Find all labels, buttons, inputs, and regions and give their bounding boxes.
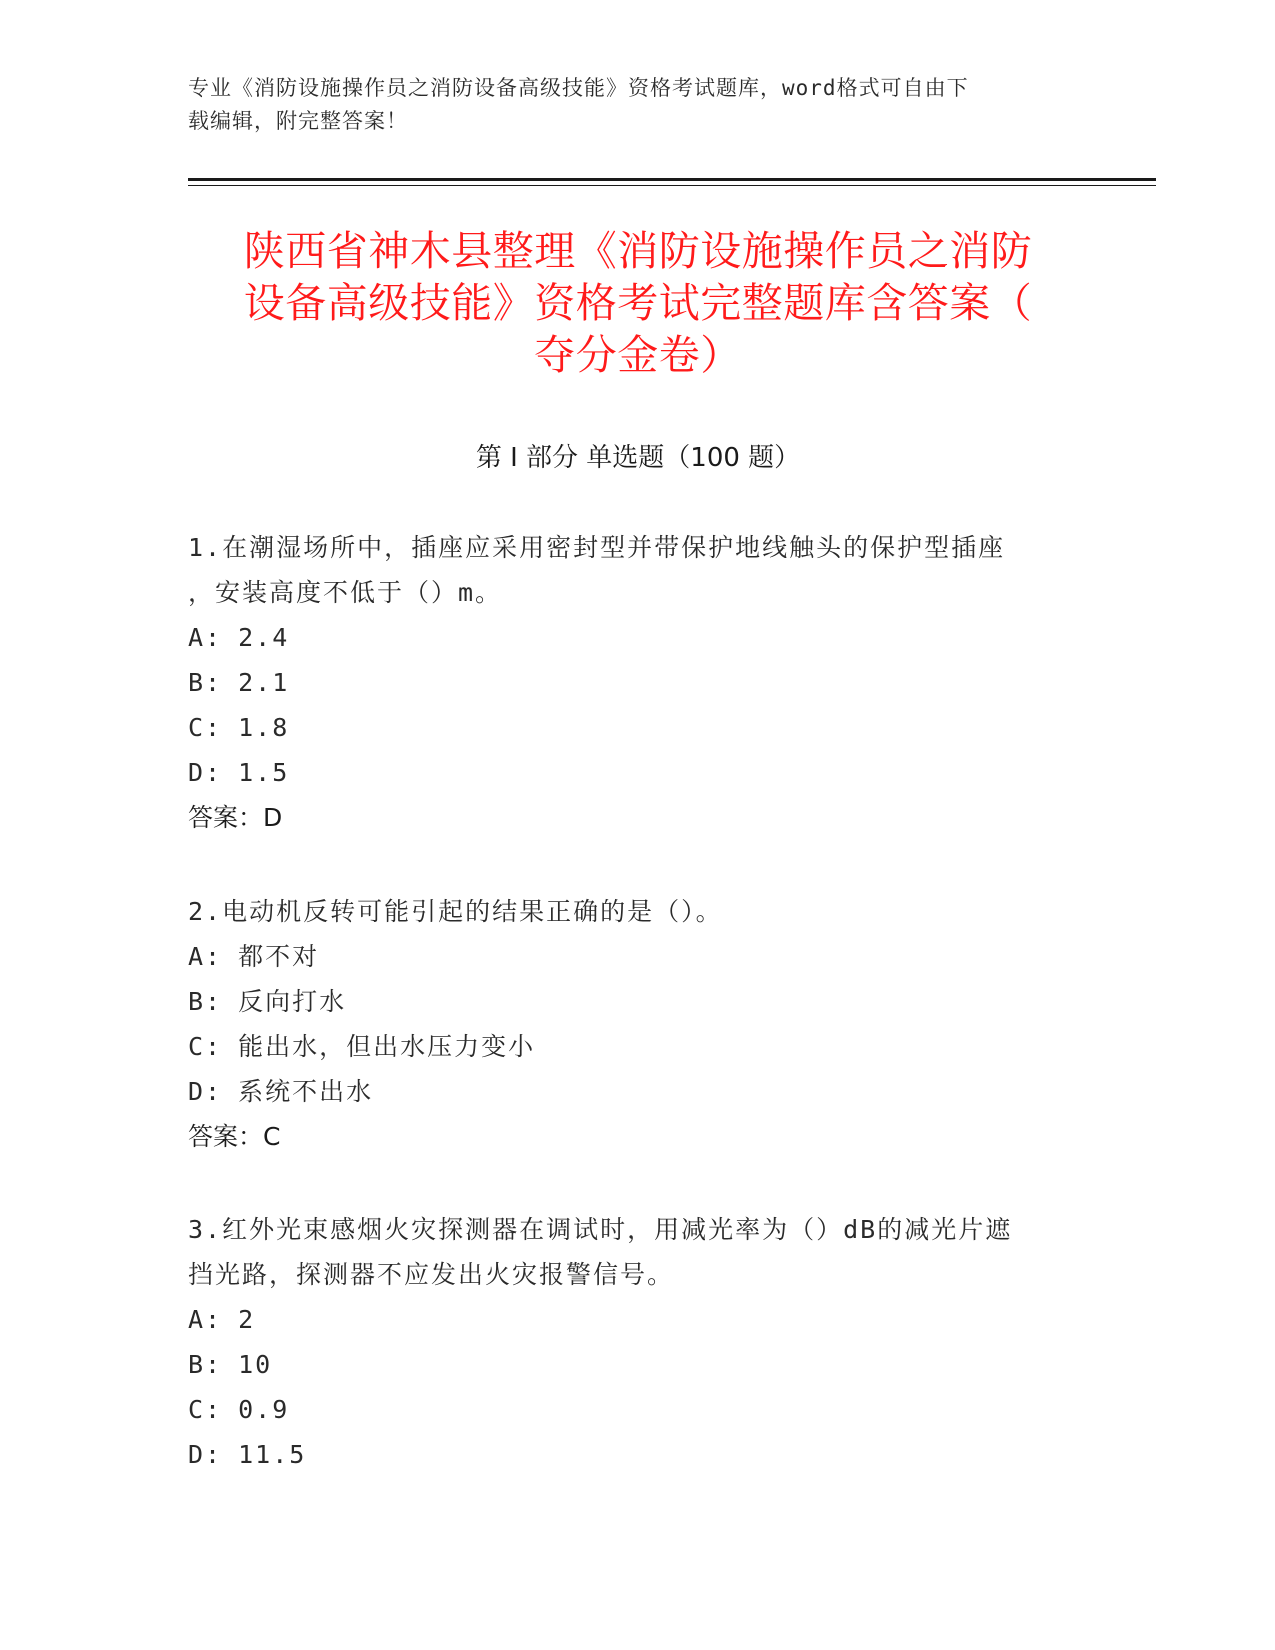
option-text: 能出水，但出水压力变小 — [238, 1032, 536, 1061]
question-2 — [188, 889, 1068, 1159]
question-stem-line: 3.红外光束感烟火灾探测器在调试时，用减光率为（）dB的减光片遮 — [188, 1215, 1013, 1244]
section-heading: 第 I 部分 单选题（100 题） — [475, 443, 801, 473]
option-letter: B: — [188, 1350, 223, 1379]
option-text: 系统不出水 — [238, 1077, 374, 1106]
header-rule-thin — [188, 185, 1156, 186]
document-title-line-3: 夺分金卷） — [534, 331, 742, 379]
option-a — [188, 1297, 1068, 1342]
option-d — [188, 1069, 1068, 1114]
option-text: 2.1 — [238, 668, 290, 697]
option-letter: C: — [188, 1032, 223, 1061]
question-1 — [188, 525, 1068, 840]
option-text: 都不对 — [238, 942, 320, 971]
option-letter: A: — [188, 623, 223, 652]
option-letter: A: — [188, 942, 223, 971]
option-text: 2 — [238, 1305, 256, 1334]
question-stem-line: 挡光路，探测器不应发出火灾报警信号。 — [188, 1260, 675, 1289]
option-letter: D: — [188, 758, 223, 787]
option-text: 11.5 — [238, 1440, 307, 1469]
option-letter: C: — [188, 1395, 223, 1424]
header-note-line-2: 载编辑，附完整答案！ — [188, 109, 408, 133]
option-c — [188, 1387, 1068, 1432]
option-b — [188, 660, 1068, 705]
question-3 — [188, 1207, 1068, 1477]
header-rule-thick — [188, 178, 1156, 181]
option-letter: D: — [188, 1077, 223, 1106]
option-c — [188, 705, 1068, 750]
question-stem-line: 2.电动机反转可能引起的结果正确的是（）。 — [188, 897, 723, 926]
option-text: 1.5 — [238, 758, 290, 787]
option-text: 1.8 — [238, 713, 290, 742]
document-title-line-1: 陕西省神木县整理《消防设施操作员之消防 — [243, 227, 1033, 275]
option-b — [188, 1342, 1068, 1387]
option-text: 2.4 — [238, 623, 290, 652]
option-letter: C: — [188, 713, 223, 742]
option-letter: D: — [188, 1440, 223, 1469]
option-c — [188, 1024, 1068, 1069]
question-stem-line: ，安装高度不低于（）m。 — [188, 578, 503, 607]
option-text: 10 — [238, 1350, 273, 1379]
option-b — [188, 979, 1068, 1024]
document-title-line-2: 设备高级技能》资格考试完整题库含答案（ — [243, 279, 1033, 327]
option-letter: A: — [188, 1305, 223, 1334]
option-d — [188, 1432, 1068, 1477]
question-stem-line: 1.在潮湿场所中，插座应采用密封型并带保护地线触头的保护型插座 — [188, 533, 1006, 562]
option-letter: B: — [188, 987, 223, 1016]
answer-line: 答案：D — [188, 803, 283, 832]
answer-line: 答案：C — [188, 1122, 281, 1151]
option-text: 0.9 — [238, 1395, 290, 1424]
option-a — [188, 615, 1068, 660]
option-a — [188, 934, 1068, 979]
option-letter: B: — [188, 668, 223, 697]
document-title — [188, 225, 1088, 381]
option-d — [188, 750, 1068, 795]
header-note — [188, 72, 1068, 138]
header-note-line-1: 专业《消防设施操作员之消防设备高级技能》资格考试题库，word格式可自由下 — [188, 76, 969, 100]
option-text: 反向打水 — [238, 987, 347, 1016]
